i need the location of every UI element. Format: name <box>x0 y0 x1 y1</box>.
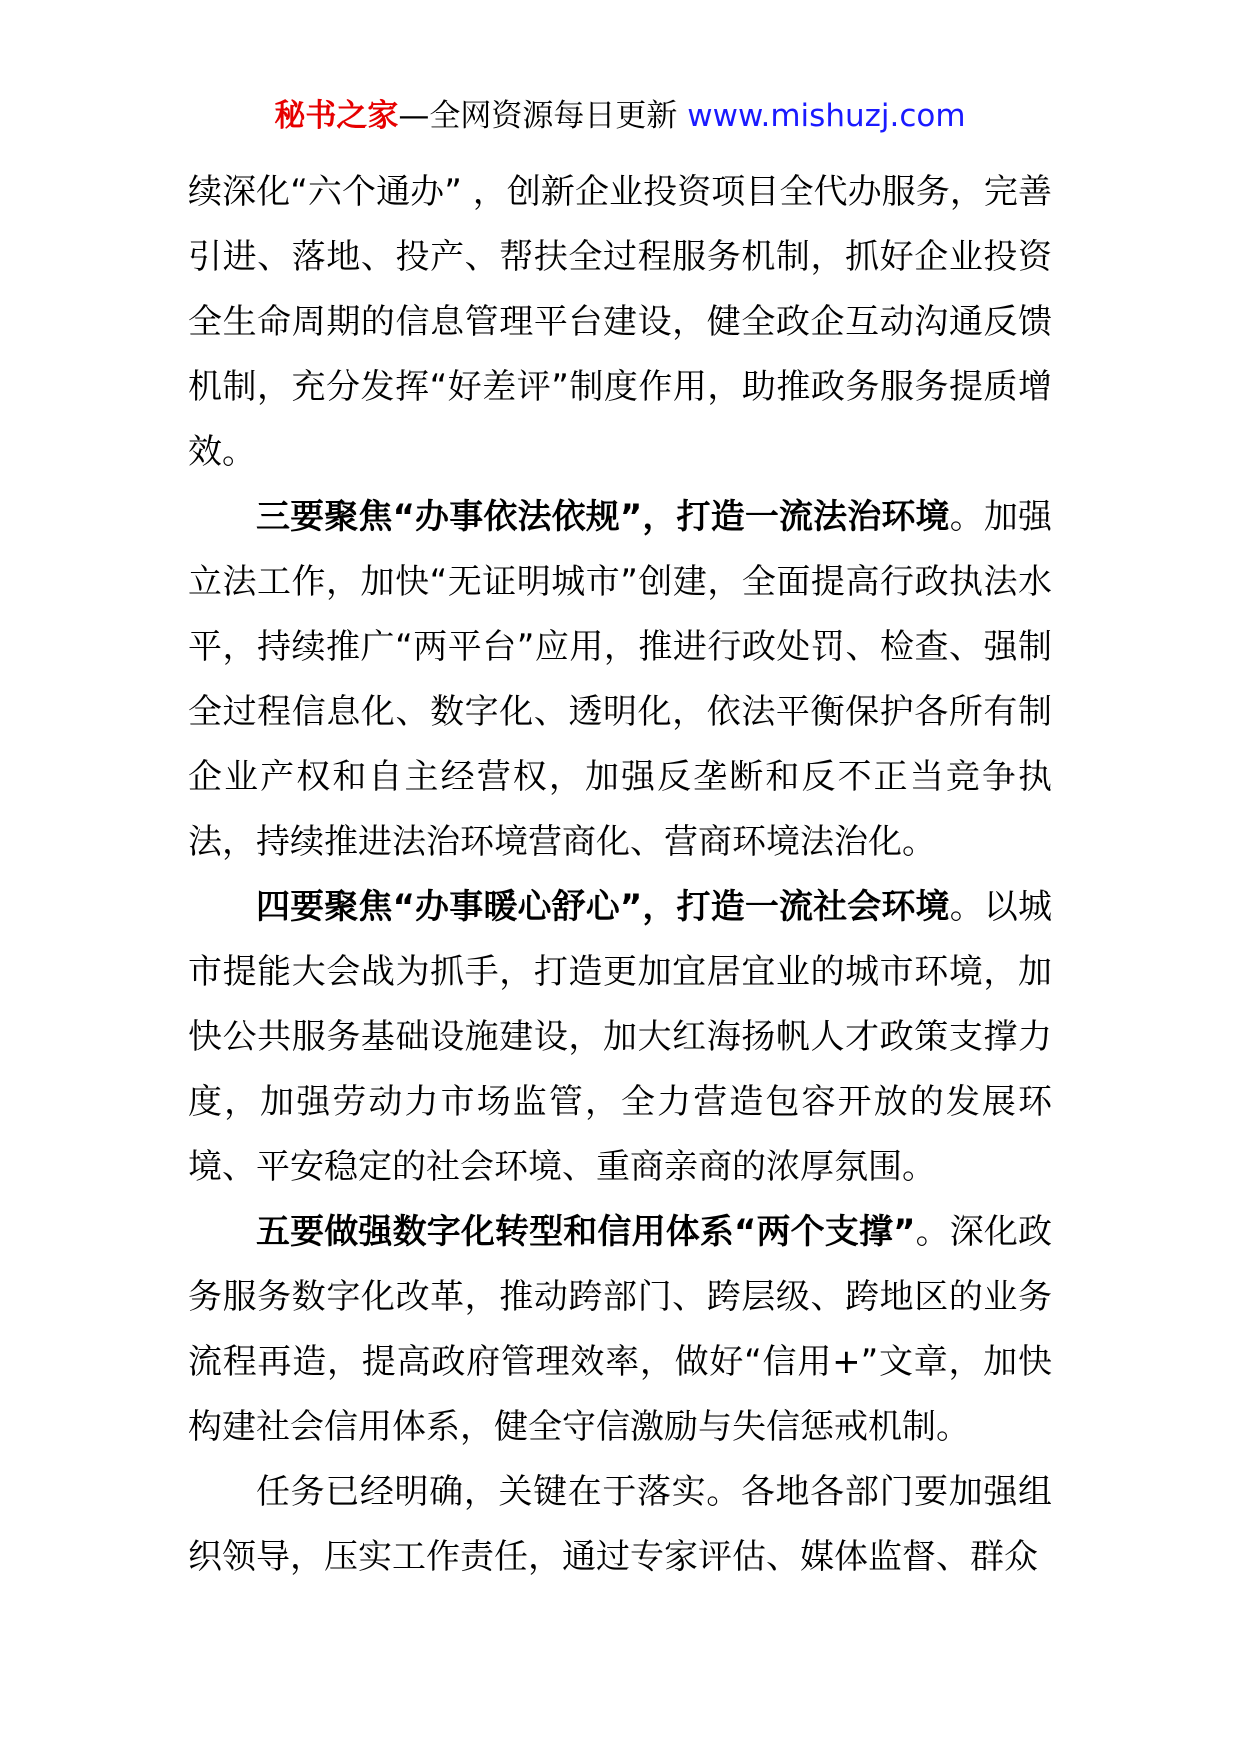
header-brand: 秘书之家 <box>274 98 399 134</box>
paragraph-3 <box>188 485 1052 875</box>
paragraph-text: 。以城市提能大会战为抓手，打造更加宜居宜业的城市环境，加快公共服务基础设施建设，加大红海扬帆人才政策支撑力度，加强劳动力市场监管，全力营造包容开放的发展环境、平安稳定的社会环境、重商亲商的浓厚氛围。 <box>188 887 1052 1187</box>
paragraph-5 <box>188 1200 1052 1460</box>
paragraph-heading: 三要聚焦“办事依法依规”，打造一流法治环境 <box>256 497 950 537</box>
header-slogan: —全网资源每日更新 <box>398 98 688 134</box>
paragraph-4 <box>188 875 1052 1200</box>
paragraph-heading: 四要聚焦“办事暖心舒心”，打造一流社会环境 <box>256 887 950 927</box>
paragraph-continuation: 续深化“六个通办” ，创新企业投资项目全代办服务，完善引进、落地、投产、帮扶全过程服务机制，抓好企业投资全生命周期的信息管理平台建设，健全政企互动沟通反馈机制，充分发挥“好差评”制度作用，助推政务服务提质增效。 <box>188 172 1052 472</box>
paragraph-heading: 五要做强数字化转型和信用体系“两个支撑” <box>256 1212 916 1252</box>
document-body <box>188 160 1052 1590</box>
header-site-link[interactable]: www.mishuzj.com <box>687 98 966 134</box>
paragraph-text: 。加强立法工作，加快“无证明城市”创建，全面提高行政执法水平，持续推广“两平台”应用，推进行政处罚、检查、强制全过程信息化、数字化、透明化，依法平衡保护各所有制企业产权和自主经营权，加强反垄断和反不正当竞争执法，持续推进法治环境营商化、营商环境法治化。 <box>188 497 1052 862</box>
page-header <box>0 96 1240 136</box>
paragraph-closing: 任务已经明确，关键在于落实。各地各部门要加强组织领导，压实工作责任，通过专家评估、媒体监督、群众 <box>188 1472 1052 1577</box>
paragraph-text: 。深化政务服务数字化改革，推动跨部门、跨层级、跨地区的业务流程再造，提高政府管理效率，做好“信用+”文章，加快构建社会信用体系，健全守信激励与失信惩戒机制。 <box>188 1212 1052 1447</box>
